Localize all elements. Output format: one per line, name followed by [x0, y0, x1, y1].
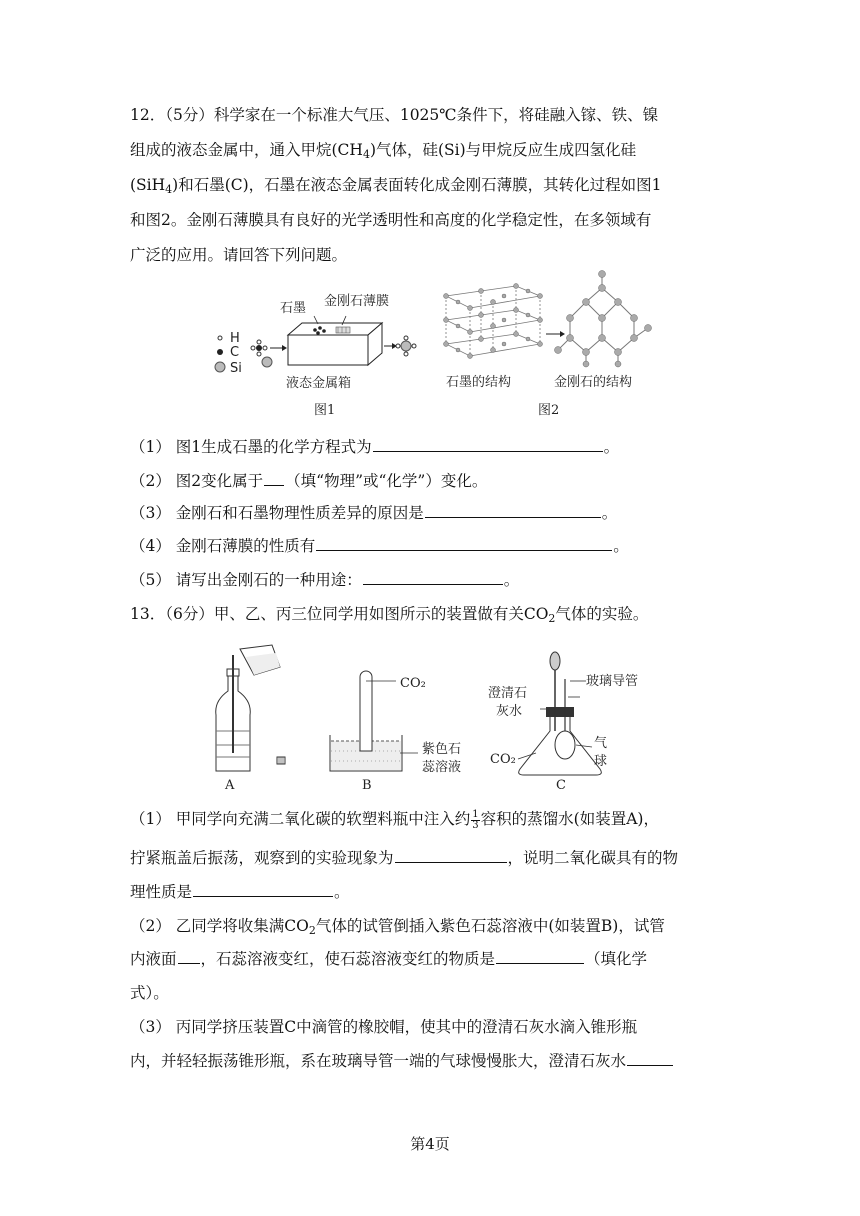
label-litmus-2: 蕊溶液 — [422, 760, 462, 775]
figure-abc — [200, 635, 670, 797]
answer-blank[interactable] — [316, 536, 612, 551]
q13-sub-3-line-1: （3） 丙同学挤压装置C中滴管的橡胶帽，使其中的澄清石灰水滴入锥形瓶 — [130, 1018, 638, 1036]
graphite-atoms — [444, 284, 543, 359]
q12-line-2: 组成的液态金属中，通入甲烷$(CH_4)$气体，硅(Si)与甲烷反应生成四氢化硅 — [130, 141, 637, 161]
q13-sub-2-line-3: 式）。 — [130, 984, 169, 1002]
liquid-metal-box — [288, 323, 382, 365]
q12-sub-2: （2） 图2变化属于 （填“物理”或“化学”）变化。 — [130, 472, 488, 490]
figure-2 — [436, 268, 666, 420]
q13-sub-1-line-3: 理性质是 。 — [130, 883, 350, 901]
q12-line-3: (SiH$_4$)和石墨(C)，石墨在液态金属表面转化成金刚石薄膜，其转化过程如图1 — [130, 176, 662, 196]
sih4-molecule — [396, 336, 416, 356]
figure-1-caption: 图1 — [314, 403, 336, 418]
q12-sub-1: （1） 图1生成石墨的化学方程式为 。 — [130, 438, 620, 456]
page-footer: 第4页 — [410, 1135, 450, 1153]
label-graphite-structure: 石墨的结构 — [446, 375, 512, 390]
si-atom — [262, 357, 272, 367]
q13-sub-2-line-1: （2） 乙同学将收集满$CO_2$气体的试管倒插入紫色石蕊溶液中(如装置B)，试管 — [130, 917, 665, 937]
legend-c-dot — [217, 349, 223, 355]
legend-h-dot — [218, 336, 222, 340]
q13-line-1: 13．（6分）甲、乙、丙三位同学用如图所示的装置做有关$CO_2$气体的实验。 — [130, 605, 649, 625]
label-liquid-metal-box: 液态金属箱 — [286, 376, 352, 391]
q12-sub-3: （3） 金刚石和石墨物理性质差异的原因是 。 — [130, 504, 618, 522]
legend-si-dot — [215, 362, 225, 372]
answer-blank[interactable] — [627, 1051, 673, 1066]
q12-sub-5: （5） 请写出金刚石的一种用途： 。 — [130, 571, 520, 589]
q13-sub-1-line-2: 拧紧瓶盖后振荡，观察到的实验现象为 ，说明二氧化碳具有的物 — [130, 849, 679, 867]
q13-sub-3-line-2: 内，并轻轻振荡锥形瓶，系在玻璃导管一端的气球慢慢胀大，澄清石灰水 — [130, 1050, 674, 1072]
answer-blank[interactable] — [363, 570, 503, 585]
label-lime-2: 灰水 — [496, 704, 523, 719]
label-litmus-1: 紫色石 — [422, 742, 462, 757]
label-b: B — [362, 778, 372, 793]
legend-si: Si — [230, 361, 242, 376]
label-c: C — [556, 778, 566, 793]
label-diamond-film: 金刚石薄膜 — [324, 294, 390, 309]
diamond-atoms — [555, 271, 652, 368]
fraction-one-third: $\frac{1}{3}$ — [472, 808, 479, 831]
legend-c: C — [230, 345, 240, 360]
label-diamond-structure: 金刚石的结构 — [554, 375, 633, 390]
q12-sub-4: （4） 金刚石薄膜的性质有 。 — [130, 537, 629, 555]
label-graphite: 石墨 — [280, 301, 307, 316]
label-balloon-2: 球 — [594, 754, 608, 769]
q12-line-5: 广泛的应用。请回答下列问题。 — [130, 246, 348, 264]
legend-h: H — [230, 331, 240, 346]
label-lime-1: 澄清石 — [488, 686, 528, 701]
label-a: A — [225, 778, 235, 793]
label-co2-b: CO₂ — [400, 676, 426, 691]
q13-sub-2-line-2: 内液面 ，石蕊溶液变红，使石蕊溶液变红的物质是 （填化学 — [130, 950, 648, 968]
label-glass-tube: 玻璃导管 — [586, 674, 639, 689]
figure-2-caption: 图2 — [538, 403, 560, 418]
answer-blank[interactable] — [425, 503, 601, 518]
answer-blank[interactable] — [264, 471, 284, 486]
label-co2-c: CO₂ — [490, 752, 516, 767]
answer-blank[interactable] — [496, 949, 584, 964]
q12-line-4: 和图2。金刚石薄膜具有良好的光学透明性和高度的化学稳定性，在多领域有 — [130, 211, 652, 229]
apparatus-c — [518, 652, 601, 775]
q12-line-1: 12．（5分）科学家在一个标准大气压、1025℃条件下，将硅融入镓、铁、镍 — [130, 106, 659, 124]
label-balloon-1: 气 — [594, 736, 608, 751]
graphite-structure — [446, 286, 540, 356]
apparatus-a — [216, 645, 285, 771]
answer-blank[interactable] — [178, 949, 200, 964]
answer-blank[interactable] — [193, 882, 333, 897]
methane-molecule — [251, 340, 267, 356]
diamond-film-patch — [336, 327, 350, 333]
answer-blank[interactable] — [373, 437, 603, 452]
answer-blank[interactable] — [395, 848, 507, 863]
figure-1 — [210, 290, 430, 420]
q13-sub-1-line-1: （1） 甲同学向充满二氧化碳的软塑料瓶中注入约 $\frac{1}{3}$ 容积的蒸馏水(如装置A)， — [130, 808, 659, 831]
